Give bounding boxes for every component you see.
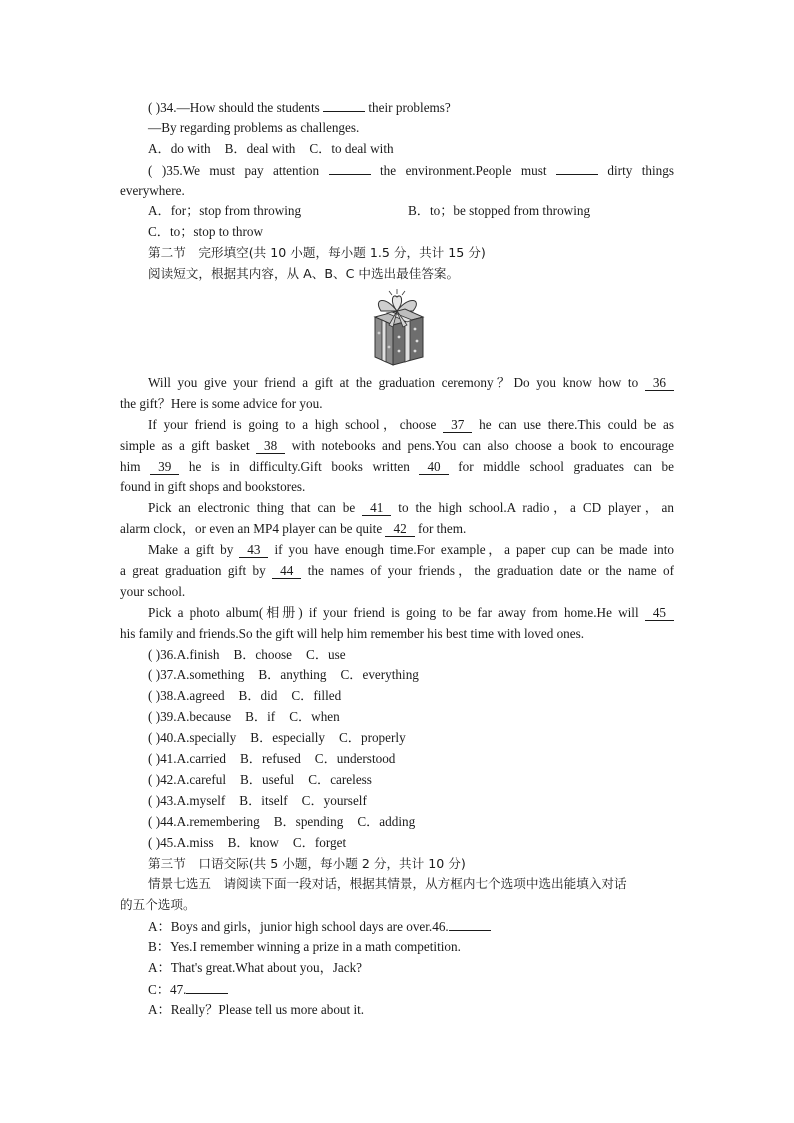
- q35-stem-a: ( )35.We must pay attention: [148, 162, 329, 178]
- passage-text: for them.: [414, 521, 467, 537]
- option-a: A.carried: [176, 751, 226, 767]
- choice-number: ( )44.: [148, 813, 177, 829]
- blank-44: 44: [272, 564, 301, 579]
- passage-p2-line1: [120, 415, 674, 436]
- option-a: A.agreed: [176, 688, 225, 704]
- choice-number: ( )45.: [148, 834, 177, 850]
- passage-p5-line1: [120, 603, 674, 624]
- passage-text: if you have enough time.For example，a paper cup can be made into: [268, 542, 674, 558]
- q34-option-a: A．do with: [148, 140, 211, 156]
- option-c: C．adding: [357, 813, 416, 829]
- option-b: B．itself: [239, 792, 288, 808]
- passage-p2-line3: [120, 457, 674, 478]
- option-c: C．everything: [340, 667, 419, 683]
- option-c: C．understood: [314, 751, 396, 767]
- option-c: C．careless: [308, 771, 372, 787]
- blank-43: 43: [239, 543, 268, 558]
- exam-page: [120, 97, 674, 1021]
- q35-stem-c: dirty things: [597, 162, 674, 178]
- passage-text: a great graduation gift by: [120, 563, 273, 579]
- q34-option-c: C．to deal with: [309, 140, 394, 156]
- choice-row: [120, 812, 674, 833]
- section-3-instruction-2: 的五个选项。: [120, 897, 196, 913]
- q34-option-b: B．deal with: [224, 140, 296, 156]
- option-b: B．especially: [250, 730, 325, 746]
- q35-option-c: C．to；stop to throw: [148, 224, 264, 240]
- option-c: C．filled: [291, 688, 342, 704]
- option-b: B．know: [227, 834, 279, 850]
- option-a: A.miss: [176, 834, 214, 850]
- blank-45: 45: [645, 606, 674, 621]
- dialogue-text: A：Boys and girls，junior high school days are over.46.: [148, 919, 449, 935]
- passage-text: he can use there.This could be as: [472, 416, 674, 432]
- choice-number: ( )41.: [148, 751, 177, 767]
- passage-p1-line1: [120, 373, 674, 394]
- option-a: A.something: [176, 667, 245, 683]
- q34-stem-b: their problems?: [365, 100, 451, 115]
- passage-p5-line2: his family and friends.So the gift will help him remember his best time with loved ones.: [120, 625, 585, 641]
- gift-box-icon: [367, 289, 427, 369]
- choice-row: [120, 645, 674, 666]
- dialogue-text: B：Yes.I remember winning a prize in a math competition.: [148, 939, 461, 955]
- option-b: B．refused: [240, 751, 301, 767]
- blank-38: 38: [256, 439, 285, 454]
- dialogue-text: A：That's great.What about you，Jack?: [148, 959, 363, 975]
- choice-row: [120, 728, 674, 749]
- answer-blank: [186, 979, 228, 994]
- option-a: A.specially: [176, 730, 237, 746]
- blank-36: 36: [645, 376, 674, 391]
- option-b: B．if: [245, 709, 276, 725]
- choice-number: ( )42.: [148, 771, 177, 787]
- blank-41: 41: [362, 501, 391, 516]
- passage-p1-line2: the gift？Here is some advice for you.: [120, 395, 323, 411]
- option-a: A.finish: [176, 646, 220, 662]
- option-c: C．properly: [339, 730, 406, 746]
- passage-p2-line2: [120, 436, 674, 457]
- choice-number: ( )38.: [148, 688, 177, 704]
- dialogue-line: [120, 979, 674, 1000]
- option-c: C．when: [289, 709, 340, 725]
- answer-blank: [556, 160, 598, 175]
- passage-p4-line2: [120, 561, 674, 582]
- choice-row: [120, 770, 674, 791]
- passage-text: for middle school graduates can be: [448, 458, 674, 474]
- section-2-instruction: 阅读短文，根据其内容，从 A、B、C 中选出最佳答案。: [148, 266, 460, 282]
- blank-37: 37: [443, 418, 472, 433]
- option-b: B．choose: [233, 646, 293, 662]
- q34-stem-a: ( )34.—How should the students: [148, 100, 324, 115]
- dialogue-line: [120, 916, 674, 937]
- section-3-heading: 第三节 口语交际(共 5 小题，每小题 2 分，共计 10 分): [148, 855, 466, 871]
- question-34: [120, 97, 674, 118]
- option-a: A.careful: [176, 771, 226, 787]
- passage-p4-line1: [120, 540, 674, 561]
- passage-p4-line3: your school.: [120, 583, 186, 599]
- answer-blank: [323, 97, 365, 112]
- choice-row: [120, 686, 674, 707]
- choice-number: ( )39.: [148, 709, 177, 725]
- dialogue-line: [120, 1000, 674, 1021]
- passage-p2-line4: found in gift shops and bookstores.: [120, 479, 306, 495]
- answer-blank: [329, 160, 371, 175]
- choice-row: [120, 665, 674, 686]
- blank-40: 40: [419, 460, 448, 475]
- question-35: [120, 160, 674, 181]
- option-b: B．spending: [273, 813, 344, 829]
- q34-options: [120, 139, 674, 160]
- option-b: B．useful: [240, 771, 295, 787]
- section-2-heading: 第二节 完形填空(共 10 小题，每小题 1.5 分，共计 15 分): [148, 245, 486, 261]
- option-c: C．forget: [292, 834, 347, 850]
- q35-stem-b: the environment.People must: [370, 162, 556, 178]
- choice-number: ( )43.: [148, 792, 177, 808]
- passage-p3-line1: [120, 498, 674, 519]
- passage-text: simple as a gift basket: [120, 437, 257, 453]
- q35-stem-cont: everywhere.: [120, 182, 185, 198]
- passage-text: alarm clock，or even an MP4 player can be quite: [120, 521, 386, 537]
- passage-text: to the high school.A radio，a CD player，an: [391, 500, 674, 516]
- dialogue-line: [120, 958, 674, 979]
- passage-text: the names of your friends，the graduation date or the name of: [301, 563, 674, 579]
- dialogue-text: C：47.: [148, 981, 187, 997]
- q34-answer-line: —By regarding problems as challenges.: [148, 119, 360, 135]
- choice-row: [120, 791, 674, 812]
- option-a: A.because: [176, 709, 232, 725]
- option-b: B．did: [238, 688, 278, 704]
- passage-text: Make a gift by: [148, 542, 240, 558]
- section-3-instruction-1: 情景七选五 请阅读下面一段对话，根据其情景，从方框内七个选项中选出能填入对话: [148, 876, 627, 892]
- choice-row: [120, 833, 674, 854]
- blank-42: 42: [385, 522, 414, 537]
- option-b: B．anything: [258, 667, 327, 683]
- option-a: A.remembering: [176, 813, 260, 829]
- option-c: C．yourself: [301, 792, 367, 808]
- gift-box-illustration: [120, 285, 674, 373]
- blank-39: 39: [150, 460, 179, 475]
- passage-text: If your friend is going to a high school，choose: [148, 416, 444, 432]
- passage-text: Pick a photo album(相册) if your friend is going to be far away from home.He will: [148, 604, 645, 620]
- dialogue: [120, 916, 674, 1020]
- q35-option-a: A．for；stop from throwing: [148, 203, 302, 219]
- passage-text: he is in difficulty.Gift books written: [179, 458, 420, 474]
- option-c: C．use: [306, 646, 346, 662]
- passage-text: him: [120, 458, 151, 474]
- passage-text: Will you give your friend a gift at the graduation ceremony？Do you know how to: [148, 375, 645, 391]
- passage-text: with notebooks and pens.You can also choose a book to encourage: [285, 437, 674, 453]
- choice-row: [120, 749, 674, 770]
- choice-number: ( )37.: [148, 667, 177, 683]
- answer-blank: [449, 916, 491, 931]
- choice-number: ( )40.: [148, 730, 177, 746]
- dialogue-line: [120, 937, 674, 958]
- dialogue-text: A：Really？Please tell us more about it.: [148, 1001, 365, 1017]
- option-a: A.myself: [176, 792, 226, 808]
- cloze-choices: [120, 645, 674, 854]
- q35-option-b: B．to；be stopped from throwing: [408, 203, 591, 219]
- choice-number: ( )36.: [148, 646, 177, 662]
- passage-p3-line2: [120, 519, 674, 540]
- q35-options-ab: [120, 201, 674, 222]
- passage-text: Pick an electronic thing that can be: [148, 500, 363, 516]
- choice-row: [120, 707, 674, 728]
